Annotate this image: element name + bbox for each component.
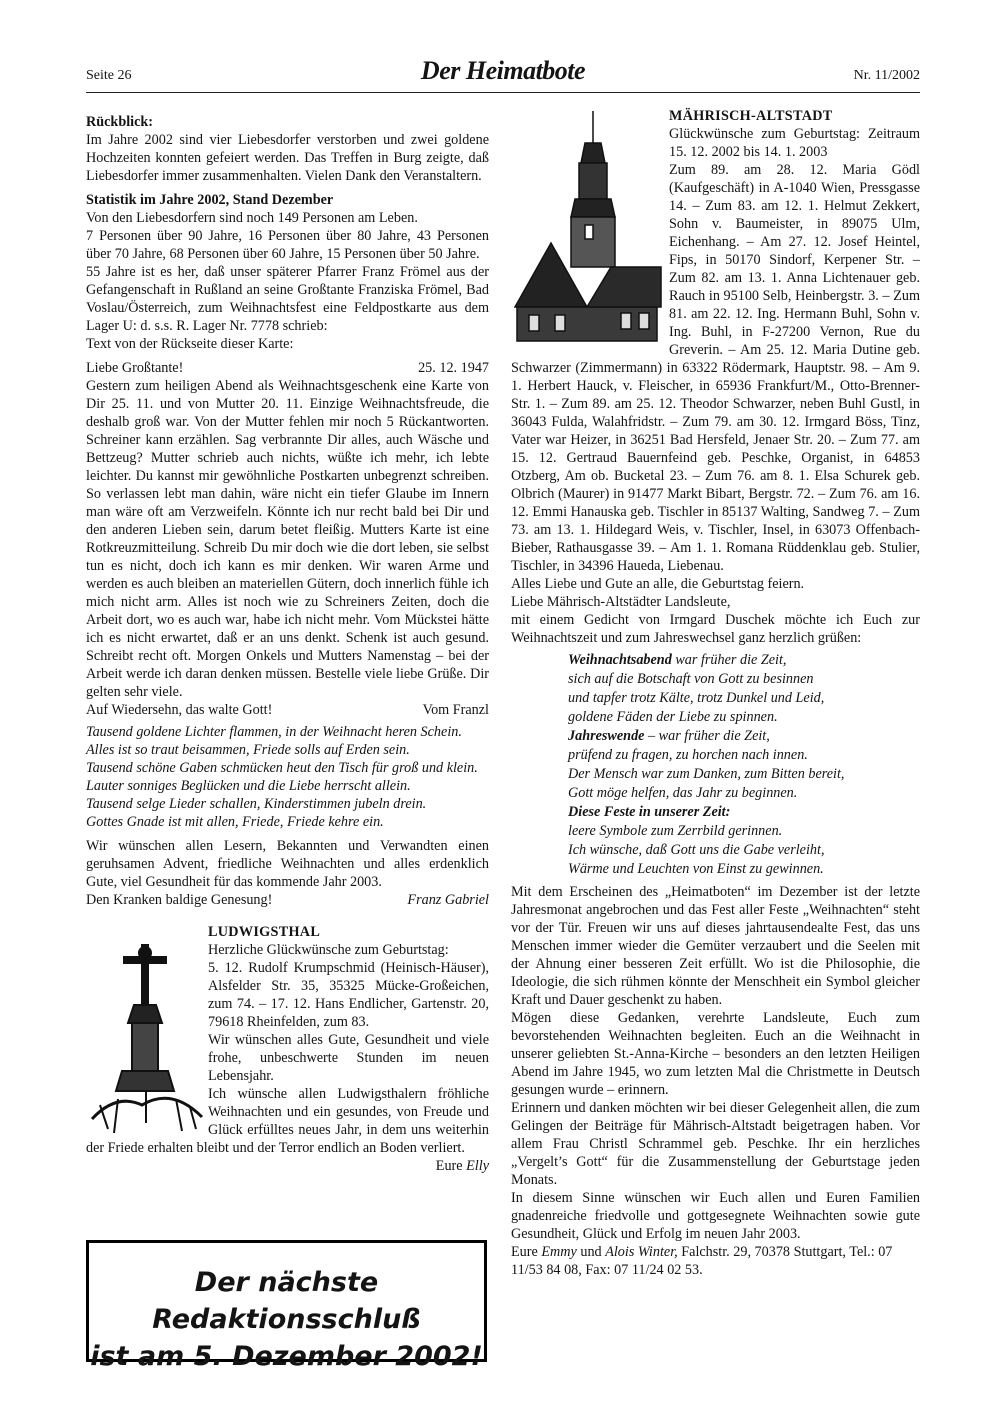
statistik-text-2: 7 Personen über 90 Jahre, 16 Personen über 80 Jahre, 43 Personen über 70 Jahre, 68 Personen über 60 Jahre, 15 Personen über 50 Jahre. [86,228,489,262]
stanza-line: prüfend zu fragen, zu horchen nach innen. [568,747,808,763]
signature-prefix: Eure [511,1244,538,1260]
statistik-text-4: Text von der Rückseite dieser Karte: [86,336,294,352]
duschek-poem [568,651,920,879]
ludwigsthal-wishes: Wir wünschen alles Gute, Gesundheit und viele frohe, unbeschwerte Stunden im neuen Lebensjahr. [208,1032,489,1084]
wishes-paragraph: In diesem Sinne wünschen wir Euch allen und Euren Familien gnadenreiche friedvolle und gottgesegnete Weihnachten sowie gute Gesundheit, Glück und Erfolg im neuen Jahr 2003. [511,1190,920,1242]
stanza-line: und tapfer trotz Kälte, trotz Dunkel und Leid, [568,690,825,706]
stanza-line: Wärme und Leuchten von Einst zu gewinnen. [568,861,824,877]
sick-text: Den Kranken baldige Genesung! [86,892,273,908]
stanza-line: sich auf die Botschaft von Gott zu besinnen [568,671,814,687]
ludwigsthal-title: LUDWIGSTHAL [208,924,321,940]
heimatbote-paragraph: Mit dem Erscheinen des „Heimatboten“ im Dezember ist der letzte Jahresmonat angebrochen und das Fest aller Feste „Weihnachten“ steht vor der Tür. Freuen wir uns auf dieses jahrtausendealte Fest, das uns Menschen immer wieder die Gemüter verzaubert und die Seelen mit der Ahnung einer besseren Zeit erfüllt. Wo ist die Philosophie, die Ideologie, die sich rühmen könnte der Menschheit ein Symbol gleicher Kraft und Dauer geschenkt zu haben. [511,884,920,1008]
signature-and: und [580,1244,602,1260]
memories-paragraph: Mögen diese Gedanken, verehrte Landsleute, Euch zum bevorstehenden Weihnachten begleiten. Euch an die Weihnacht in unserer geliebten St.-Anna-Kirche – besonders an den letzten Heiligen Abend im Jahre 1945, wo zum letzten Mal die Christmette in Deutsch gesungen wurde – erinnern. [511,1010,920,1098]
church-illustration [511,107,665,347]
ludwigsthal-greeting: Ich wünsche allen Ludwigsthalern fröhliche Weihnachten und ein gesundes, von Freude und Glück erfülltes neues Jahr, in dem uns weiterhin der Friede erhalten bleibt und der Terror endlich an Boden verliert. [86,1086,489,1156]
stanza-2-first [568,727,920,746]
christmas-poem [86,723,489,831]
letter-salutation: Liebe Großtante! [86,360,184,376]
stanza-title: Weihnachtsabend [568,652,672,668]
thanks-paragraph: Erinnern und danken möchten wir bei dieser Gelegenheit allen, die zum Gelingen der Beiträge für Mährisch-Altstadt beigetragen haben. Vor allem Frau Christl Schrammel geb. Peschke. Ihr ein herzliches „Vergelt’s Gott“ für die Zusammenstellung der Geburtstage jeden Monats. [511,1100,920,1188]
letter-closing: Auf Wiedersehn, das walte Gott! [86,702,273,718]
signature-address: Falchstr. 29, 70378 Stuttgart, Tel.: 07 11/53 84 08, Fax: 07 11/24 02 53. [511,1244,893,1278]
stanza-line: – war früher die Zeit, [644,728,770,744]
poem-line: Alles ist so traut beisammen, Friede solls auf Erden sein. [86,742,410,758]
page-header [86,56,920,93]
rueckblick-text: Im Jahre 2002 sind vier Liebesdorfer verstorben und zwei goldene Hochzeiten konnten gefeiert werden. Das Treffen in Burg zeigte, daß Liebesdorfer immer zusammenhalten. Vielen Dank den Veranstaltern. [86,132,489,184]
winter-signature [511,1243,920,1279]
poem-line: Gottes Gnade ist mit allen, Friede, Friede kehre ein. [86,814,384,830]
sick-signature: Franz Gabriel [407,892,489,908]
right-column [511,107,920,1279]
stanza-line: Ich wünsche, daß Gott uns die Gabe verleiht, [568,842,825,858]
ludwigsthal-entries: 5. 12. Rudolf Krumpschmid (Heinisch-Häuser), Alsfelder Str. 35, 35325 Mücke-Großeichen, zum 74. – 17. 12. Hans Endlicher, Gartenstr. 20, 79618 Rheinfelden, zum 83. [208,960,489,1030]
signature-name: Emmy [541,1244,577,1260]
ludwigsthal-intro: Herzliche Glückwünsche zum Geburtstag: [208,942,449,958]
deadline-banner [86,1240,487,1372]
letter-signature: Vom Franzl [422,702,489,718]
page-number: Seite 26 [86,68,132,83]
poem-line: Tausend selge Lieder schallen, Kinderstimmen jubeln drein. [86,796,427,812]
stanza-line: war früher die Zeit, [671,652,787,668]
letter-head [86,359,489,377]
statistik-text-3: 55 Jahre ist es her, daß unser späterer Pfarrer Franz Frömel aus der Gefangenschaft in Rußland an seine Großtante Franziska Frömel, Bad Voslau/Österreich, zum Weihnachtsfest eine Feldpostkarte aus dem Lager U: d. s.s. R. Lager Nr. 7778 schrieb: [86,264,489,334]
statistik-text-1: Von den Liebesdorfern sind noch 149 Personen am Leben. [86,210,418,226]
sick-line [86,891,489,909]
masthead: Der Heimatbote [420,56,586,85]
wishes-text: Wir wünschen allen Lesern, Bekannten und Verwandten einen geruhsamen Advent, friedliche Weihnachten und alles erdenklich Gute, viel Gesundheit für das kommende Jahr 2003. [86,838,489,890]
birthday-list: Zum 89. am 28. 12. Maria Gödl (Kaufgeschäft) in A-1040 Wien, Pressgasse 14. – Zum 83. am 12. 1. Helmut Zekkert, Sohn v. Baumeister, in 89075 Ulm, Eichenhang. – Am 27. 12. Josef Heintel, Fips, in 50170 Sindorf, Kerpener Str. – Zum 82. am 13. 1. Anna Lichtenauer geb. Rauch in 95100 Selb, Heinbergstr. 3. – Zum 81. am 22. 12. Ing. Hermann Buhl, Sohn v. Ing. Buhl, in F-27200 Vernon, Rue du Greverin. – Am 25. 12. Maria Dutine geb. Schwarzer (Zimmermann) in 63322 Rödermark, Hauptstr. 98. – Am 9. 1. Herbert Hauck, v. Fleischer, in 65936 Frankfurt/M., Otto-Brenner-Str. 1. – Zum 89. am 25. 12. Theodor Schwarzer, neben Buhl Gustl, in 36043 Fulda, Walahfridstr. – Zum 79. am 30. 12. Irmgard Böss, Tinz, Vater war Heizer, in 36251 Bad Hersfeld, Jenaer Str. 20. – Zum 77. am 15. 12. Gertraud Bauernfeind geb. Peschke, Organist, in 64853 Otzberg, Am ob. Bucketal 23. – Zum 76. am 8. 1. Elsa Schurek geb. Olbrich (Maurer) in 91477 Markt Bibart, Bergstr. 72. – Zum 76. am 16. 12. Emmi Hanauska geb. Tischler in 85137 Walting, Sandweg 7. – Zum 73. am 13. 1. Hildegard Weis, v. Tischler, Insel, in 63073 Offenbach-Bieber, Rathausgasse 39. – Am 1. 1. Romana Rüddenklau geb. Stulier, Tischler, in 34396 Haueda, Liebenau. [511,162,920,574]
poem-line: Tausend schöne Gaben schmücken heut den Tisch für groß und klein. [86,760,478,776]
letter-body: Gestern zum heiligen Abend als Weihnachtsgeschenk eine Karte von Dir 25. 11. und von Mutter 20. 11. Einzige Weihnachtsfreude, die deshalb groß war. Von der Mutter fehlen mir noch 5 Rückantworten. Schreiner kann erzählen. Sag verbrannte Dir alles, auch Wäsche und Bettzeug? Mutter schrieb auch nichts, wüßte ich mehr, ich lebte leichter. Du kannst mir gewöhnliche Postkarten unbegrenzt schreiben. So verlassen lebt man dahin, wäre nicht ein tiefer Glaube im Innern man wäre oft am Verzweifeln. Könnte ich nur recht bald bei Dir und den anderen Lieben sein, darum betet fleißig. Mutters Karte ist eine Rotkreuzmitteilung. Schreib Du mir doch wie die dort leben, sie selbst tun es nicht, doch ich kann es mir denken. Wir waren Arme und werden es auch bleiben an materiellen Gütern, doch innerlich fühle ich mich nicht arm. Alles ist noch wie zu Schreiners Zeiten, doch die Arbeit dort, wo es auch war, habe ich nicht mehr. Vom Mückstei hätte ich es nicht erwartet, daß er an uns denkt. Schenk ist auch gesund. Schreibt recht oft. Morgen Onkels und Mutters Namenstag – bei der Arbeit werde ich daran denken müssen. Bestelle viele liebe Grüße. Dir gelten sehr viele. [86,378,489,700]
ludwigsthal-section [86,923,489,1175]
rueckblick-heading: Rückblick: [86,114,154,130]
stanza-title: Jahreswende [568,728,645,744]
stanza-line: leere Symbole zum Zerrbild gerinnen. [568,823,783,839]
signature-name: Alois Winter, [605,1244,678,1260]
banner-line-2: ist am 5. Dezember 2002! [90,1341,483,1372]
stanza-line: Der Mensch war zum Danken, zum Bitten bereit, [568,766,845,782]
letter-date: 25. 12. 1947 [418,360,489,376]
stanza-line: Gott möge helfen, das Jahr zu beginnen. [568,785,798,801]
poem-line: Lauter sonniges Beglücken und die Liebe herrscht allein. [86,778,411,794]
signature-name: Elly [466,1158,489,1174]
maehrisch-title: MÄHRISCH-ALTSTADT [669,108,833,124]
stanza-title: Diese Feste in unserer Zeit: [568,804,731,820]
stanza-line: goldene Fäden der Liebe zu spinnen. [568,709,778,725]
poem-line: Tausend goldene Lichter flammen, in der Weihnacht heren Schein. [86,724,462,740]
statistik-heading: Statistik im Jahre 2002, Stand Dezember [86,192,334,208]
issue-number: Nr. 11/2002 [853,68,920,83]
poem-intro: mit einem Gedicht von Irmgard Duschek möchte ich Euch zur Weihnachtszeit und zum Jahreswechsel ganz herzlich grüßen: [511,612,920,646]
wayside-cross-illustration [86,923,206,1139]
ludwigsthal-signature [86,1157,489,1175]
signature-prefix: Eure [435,1158,463,1174]
left-column [86,113,489,1175]
stanza-1-first [568,651,920,670]
landsleute-greeting: Liebe Mährisch-Altstädter Landsleute, [511,594,731,610]
letter-foot [86,701,489,719]
maehrisch-intro: Glückwünsche zum Geburtstag: Zeitraum 15. 12. 2002 bis 14. 1. 2003 [669,126,920,160]
birthday-feier: Alles Liebe und Gute an alle, die Geburtstag feiern. [511,576,805,592]
banner-line-1: Der nächste Redaktionsschluß [152,1267,421,1335]
